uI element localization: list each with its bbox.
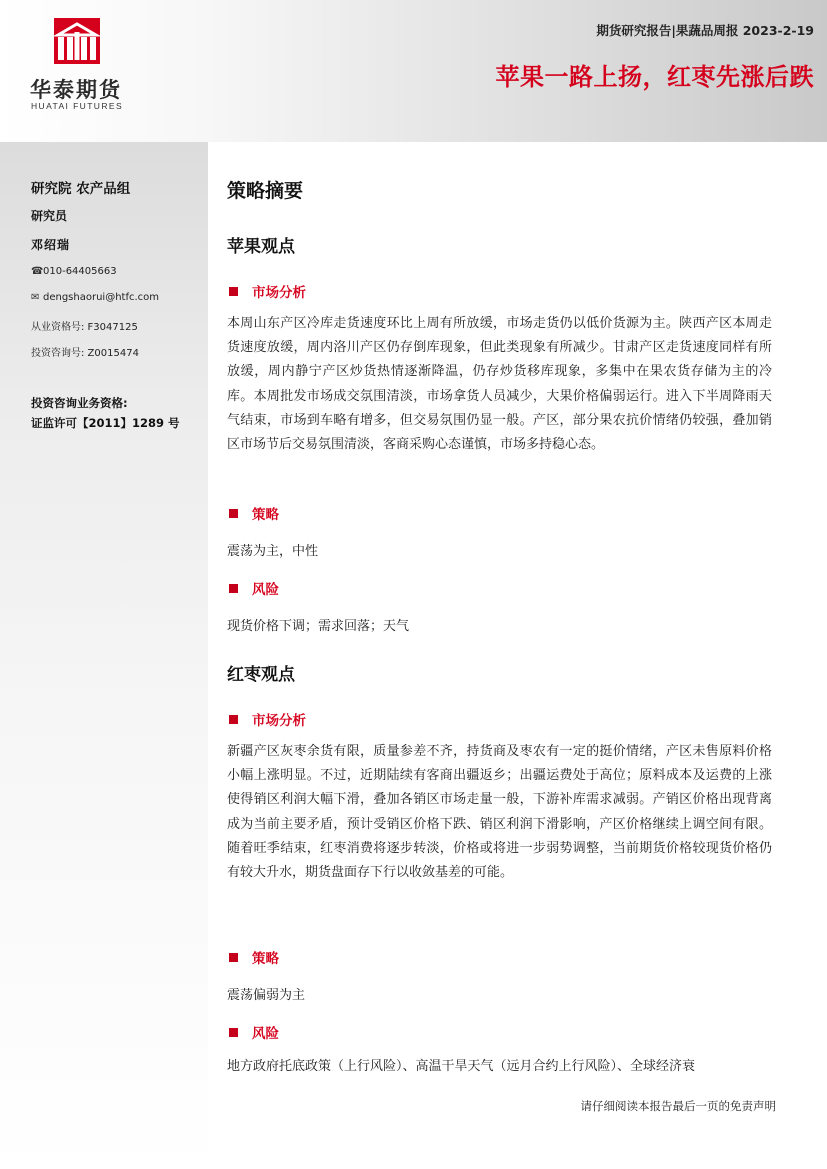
brand-name-en: HUATAI FUTURES (31, 101, 124, 111)
bullet-square-icon (229, 287, 238, 296)
jujube-risk-text: 地方政府托底政策（上行风险）、高温干旱天气（远月合约上行风险）、全球经济衰 (227, 1059, 696, 1074)
jujube-market-text: 新疆产区灰枣余货有限，质量参差不齐，持货商及枣农有一定的挺价情绪，产区未售原料价格小幅上涨明显。不过，近期陆续有客商出疆返乡；出疆运费处于高位；原料成本及运费的上涨使得销区利润大幅下滑，叠加各销区市场走量一般，下游补库需求减弱。产销区价格出现背离成为当前主要矛盾，预计受销区价格下跌、销区利润下滑影响，产区价格继续上调空间有限。随着旺季结束，红枣消费将逐步转淡，价格或将进一步弱势调整，当前期货价格较现货价格仍有较大升水，期货盘面存下行以收敛基差的可能。 (227, 744, 772, 881)
report-header (0, 0, 827, 142)
jujube-strategy-label: 策略 (252, 951, 279, 967)
department-label: 研究院 农产品组 (31, 181, 131, 197)
disclaimer-note: 请仔细阅读本报告最后一页的免责声明 (580, 1099, 776, 1113)
apple-strategy-text: 震荡为主，中性 (227, 544, 319, 559)
jujube-market-subheading (229, 709, 306, 729)
jujube-strategy-text: 震荡偏弱为主 (227, 988, 306, 1003)
investment-advisory-number: 投资咨询号: Z0015474 (31, 348, 139, 359)
mail-icon: ✉ (31, 292, 40, 303)
bullet-square-icon (229, 715, 238, 724)
email-line (31, 292, 159, 303)
phone-number: 010-64405663 (43, 266, 117, 277)
email-address[interactable]: dengshaorui@htfc.com (43, 292, 160, 303)
apple-risk-label: 风险 (252, 582, 279, 598)
phone-icon: ☎ (31, 266, 44, 277)
jujube-risk-subheading (229, 1022, 279, 1042)
apple-strategy-label: 策略 (252, 507, 279, 523)
apple-risk-subheading (229, 578, 279, 598)
summary-heading: 策略摘要 (227, 180, 304, 202)
jujube-strategy-subheading (229, 947, 279, 967)
bullet-square-icon (229, 953, 238, 962)
apple-market-label: 市场分析 (252, 285, 306, 301)
report-type-line: 期货研究报告|果蔬品周报 2023-2-19 (596, 23, 814, 38)
role-label: 研究员 (31, 209, 68, 223)
apple-strategy-subheading (229, 503, 279, 523)
report-title: 苹果一路上扬，红枣先涨后跌 (495, 63, 814, 91)
jujube-market-label: 市场分析 (252, 713, 306, 729)
brand-name-cn: 华泰期货 (30, 78, 122, 102)
qualification-value: 证监许可【2011】1289 号 (31, 416, 180, 430)
qualification-label: 投资咨询业务资格: (31, 396, 128, 410)
huatai-logo-icon (54, 18, 100, 64)
jujube-heading: 红枣观点 (227, 665, 295, 685)
apple-heading: 苹果观点 (227, 237, 295, 257)
bullet-square-icon (229, 509, 238, 518)
phone-line (31, 266, 117, 277)
bullet-square-icon (229, 1028, 238, 1037)
analyst-sidebar (0, 142, 208, 1169)
bullet-square-icon (229, 584, 238, 593)
apple-market-text: 本周山东产区冷库走货速度环比上周有所放缓，市场走货仍以低价货源为主。陕西产区本周走货速度放缓，周内洛川产区仍存倒库现象，但此类现象有所减少。甘肃产区走货速度同样有所放缓，周内静宁产区炒货热情逐渐降温，仍存炒货移库现象，多集中在果农货存储为主的冷库。本周批发市场成交氛围清淡，市场拿货人员减少，大果价格偏弱运行。进入下半周降雨天气结束，市场到车略有增多，但交易氛围仍显一般。产区，部分果农抗价情绪仍较强，叠加销区市场节后交易氛围清淡，客商采购心态谨慎，市场多持稳心态。 (227, 316, 772, 453)
apple-risk-text: 现货价格下调；需求回落；天气 (227, 619, 410, 634)
license-number: 从业资格号: F3047125 (31, 322, 138, 333)
jujube-risk-label: 风险 (252, 1026, 279, 1042)
analyst-name: 邓绍瑞 (31, 238, 71, 252)
apple-market-subheading (229, 281, 306, 301)
